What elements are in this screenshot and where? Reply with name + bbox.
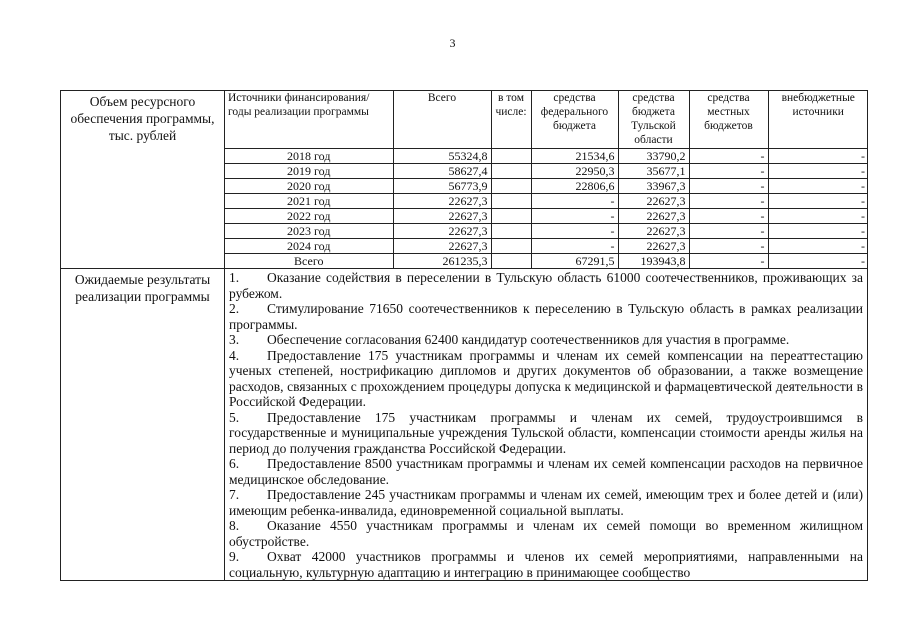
header-regional: средства бюджета Тульской области	[618, 91, 689, 149]
extrabudgetary-cell: -	[768, 239, 868, 254]
result-number: 5.	[229, 409, 240, 425]
including-cell	[491, 164, 531, 179]
total-cell: 55324,8	[393, 149, 491, 164]
result-text: Обеспечение согласования 62400 кандидатур соотечественников для участия в программе.	[267, 332, 790, 347]
year-cell: 2019 год	[225, 164, 393, 179]
including-cell	[491, 194, 531, 209]
extrabudgetary-cell: -	[768, 194, 868, 209]
year-cell: 2018 год	[225, 149, 393, 164]
extrabudgetary-cell: -	[768, 254, 868, 269]
result-text: Охват 42000 участников программы и членов их семей мероприятиями, направленными на социальную, культурную адаптацию и интеграцию в принимающее сообщество	[229, 549, 863, 580]
result-text: Оказание 4550 участникам программы и членам их семей помощи во временном жилищном обустройстве.	[229, 518, 863, 549]
including-cell	[491, 239, 531, 254]
total-cell: 22627,3	[393, 224, 491, 239]
results-label: Ожидаемые результаты реализации программы	[61, 269, 225, 581]
financing-row	[225, 254, 868, 269]
year-cell: Всего	[225, 254, 393, 269]
result-text: Предоставление 175 участникам программы и членам их семей, трудоустроившимся в государственные и муниципальные учреждения Тульской области, компенсации стоимости аренды жилья на период до получения гражданства Российской Федерации.	[229, 409, 863, 456]
resources-cell	[225, 91, 868, 269]
result-item	[229, 518, 863, 549]
result-item	[229, 301, 863, 332]
result-number: 7.	[229, 487, 240, 502]
total-cell: 56773,9	[393, 179, 491, 194]
resources-section	[61, 91, 868, 269]
result-number: 6.	[229, 456, 240, 471]
financing-row	[225, 179, 868, 194]
including-cell	[491, 224, 531, 239]
financing-table	[225, 91, 868, 268]
result-number: 8.	[229, 518, 240, 533]
total-cell: 22627,3	[393, 239, 491, 254]
result-item	[229, 332, 863, 348]
financing-row	[225, 239, 868, 254]
result-text: Оказание содействия в переселении в Тульскую область 61000 соотечественников, проживающих за рубежом.	[229, 270, 863, 301]
result-number: 3.	[229, 332, 240, 347]
result-number: 9.	[229, 549, 240, 564]
federal-cell: -	[531, 209, 618, 224]
local-cell: -	[689, 149, 768, 164]
result-text: Стимулирование 71650 соотечественников к переселению в Тульскую область в рамках реализации программы.	[229, 301, 863, 332]
header-local: средства местных бюджетов	[689, 91, 768, 149]
regional-cell: 22627,3	[618, 194, 689, 209]
results-section	[61, 269, 868, 581]
federal-cell: 22950,3	[531, 164, 618, 179]
financing-header-row	[225, 91, 868, 149]
extrabudgetary-cell: -	[768, 209, 868, 224]
federal-cell: -	[531, 224, 618, 239]
header-including: в том числе:	[491, 91, 531, 149]
extrabudgetary-cell: -	[768, 149, 868, 164]
result-text: Предоставление 245 участникам программы и членам их семей, имеющим трех и более детей и (или) имеющим ребенка-инвалида, единовременной социальной выплаты.	[229, 487, 863, 518]
header-sources: Источники финансирования/ годы реализации программы	[225, 91, 393, 149]
regional-cell: 35677,1	[618, 164, 689, 179]
local-cell: -	[689, 179, 768, 194]
including-cell	[491, 149, 531, 164]
year-cell: 2020 год	[225, 179, 393, 194]
including-cell	[491, 179, 531, 194]
result-text: Предоставление 175 участникам программы и членам их семей компенсации на переаттестацию ученых степеней, нострификацию дипломов и других документов об образовании, а также возмещение расходов, связанных с прохождением процедуры допуска к медицинской и фармацевтической деятельности в Российской Федерации.	[229, 347, 863, 409]
header-federal: средства федерального бюджета	[531, 91, 618, 149]
result-item	[229, 549, 863, 580]
result-item	[229, 270, 863, 301]
financing-row	[225, 224, 868, 239]
year-cell: 2024 год	[225, 239, 393, 254]
local-cell: -	[689, 194, 768, 209]
regional-cell: 22627,3	[618, 209, 689, 224]
result-number: 4.	[229, 347, 240, 363]
passport-table	[60, 90, 868, 581]
header-total: Всего	[393, 91, 491, 149]
results-list	[225, 269, 868, 581]
result-item	[229, 487, 863, 518]
regional-cell: 33967,3	[618, 179, 689, 194]
local-cell: -	[689, 209, 768, 224]
financing-row	[225, 209, 868, 224]
including-cell	[491, 209, 531, 224]
result-item	[229, 456, 863, 487]
including-cell	[491, 254, 531, 269]
header-extrabudgetary: внебюджетные источники	[768, 91, 868, 149]
federal-cell: -	[531, 194, 618, 209]
financing-row	[225, 149, 868, 164]
result-item	[229, 348, 863, 410]
local-cell: -	[689, 164, 768, 179]
extrabudgetary-cell: -	[768, 224, 868, 239]
local-cell: -	[689, 239, 768, 254]
page-number: 3	[449, 36, 456, 50]
local-cell: -	[689, 224, 768, 239]
result-text: Предоставление 8500 участникам программы и членам их семей компенсации расходов на первичное медицинское обследование.	[229, 456, 863, 487]
total-cell: 261235,3	[393, 254, 491, 269]
regional-cell: 22627,3	[618, 239, 689, 254]
total-cell: 58627,4	[393, 164, 491, 179]
total-cell: 22627,3	[393, 194, 491, 209]
extrabudgetary-cell: -	[768, 164, 868, 179]
total-cell: 22627,3	[393, 209, 491, 224]
financing-row	[225, 194, 868, 209]
year-cell: 2022 год	[225, 209, 393, 224]
federal-cell: 22806,6	[531, 179, 618, 194]
federal-cell: 67291,5	[531, 254, 618, 269]
regional-cell: 33790,2	[618, 149, 689, 164]
regional-cell: 193943,8	[618, 254, 689, 269]
extrabudgetary-cell: -	[768, 179, 868, 194]
local-cell: -	[689, 254, 768, 269]
year-cell: 2021 год	[225, 194, 393, 209]
financing-row	[225, 164, 868, 179]
result-number: 1.	[229, 270, 240, 285]
result-number: 2.	[229, 301, 240, 316]
year-cell: 2023 год	[225, 224, 393, 239]
resources-label: Объем ресурсного обеспечения программы, тыс. рублей	[61, 91, 225, 269]
result-item	[229, 410, 863, 457]
regional-cell: 22627,3	[618, 224, 689, 239]
federal-cell: 21534,6	[531, 149, 618, 164]
federal-cell: -	[531, 239, 618, 254]
